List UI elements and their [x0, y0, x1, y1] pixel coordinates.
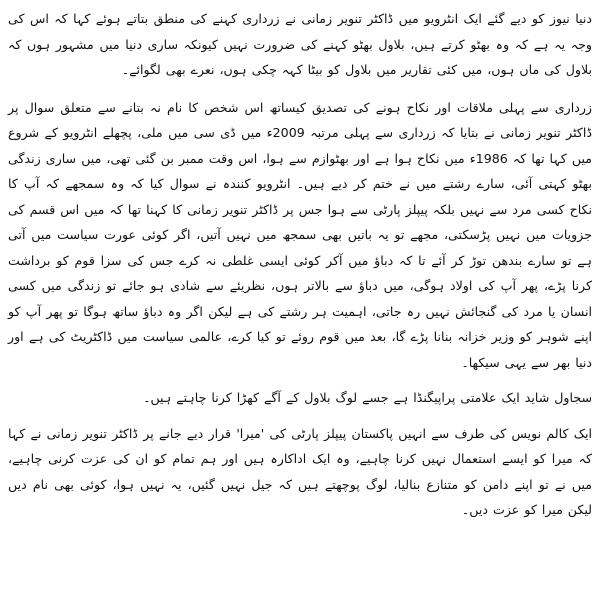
article-paragraph-3: سجاول شاید ایک علامتی پراپیگنڈا ہے جسے لوگ بلاول کے آگے کھڑا کرنا چاہتے ہیں۔ [143, 390, 592, 405]
article-paragraph-2: زرداری سے پہلی ملاقات اور نکاح ہونے کی تصدیق کیساتھ اس شخص کا نام نہ بتانے سے متعلق سوال پر ڈاکٹر تنویر زمانی نے بتایا کہ زرداری سے پہلی مرتبہ 2009ء میں ڈی سی میں ملی، پچھلے انٹرویو کے شروع میں کہا تھا کہ 1986ء میں نکاح ہوا ہے اور بھٹوازم سے ہوا، اس وقت ممبر بن گئی تھی، میں ساری زندگی بھٹو کہتی آئی، سارے رشتے میں نے ختم کر دیے ہیں۔ انٹرویو کنندہ نے سوال کیا کہ وہ سمجھے کہ آپ کا نکاح کسی مرد سے نہیں بلکہ پیپلز پارٹی سے ہوا جس پر ڈاکٹر تنویر زمانی کا کہنا تھا کہ میں اس قسم کی جزویات میں نہیں پڑسکتی، مجھے تو یہ باتیں بھی سمجھ میں نہیں آتیں، اگر کوئی عورت سیاست میں آتی ہے تو سارے بندھن توڑ کر آئے تا کہ دباؤ میں آکر کوئی ایسی غلطی نہ کرے جس کی سزا قوم کو برداشت کرنا پڑے، پھر آپ کی اولاد ہوگی، میں دباؤ سے بالاتر ہوں، نظریئے سے شادی ہو جائے تو زندگی میں کسی انسان یا مرد کی گنجائش نہیں رہ جاتی، اہمیت ہر رشتے کی ہے لیکن اگر وہ دباؤ ساتھ ہوگا تو پھر آپ کو اپنے شوہر کو وزیر خزانہ بنانا پڑے گا، بعد میں قوم روئے تو کیا کرے، عالمی سیاست میں ڈاکٹریٹ کی ہے اور دنیا بھر سے یہی سیکھا۔ [8, 99, 592, 370]
article-paragraph-4: ایک کالم نویس کی طرف سے انہیں پاکستان پیپلز پارٹی کی 'میرا' قرار دیے جانے پر ڈاکٹر تنویر زمانی نے کہا کہ میرا کو ایسے استعمال نہیں کرنا چاہیے، وہ ایک اداکارہ ہیں اور ہم تمام کو ان کی عزت کرنی چاہیے، میں نے تو اپنے دامن کو متنازع بنالیا، لوگ پوچھتے ہیں کہ جیل نہیں گئیں، یہ نہیں ہوا، کوئی بھی نام دیں لیکن میرا کو عزت دیں۔ [8, 425, 592, 517]
article-paragraph-1: دنیا نیوز کو دیے گئے ایک انٹرویو میں ڈاکٹر تنویر زمانی نے زرداری کہنے کی منطق بتاتے ہوئے کہا کہ اس کی وجہ یہ ہے کہ وہ بھٹو کرتے ہیں، بلاول بھٹو کہنے کی ضرورت نہیں کیونکہ ساری دنیا میں مشہور ہوں کہ بلاول کی ماں ہوں، میں کئی تقاریر میں بلاول کو بیٹا کہہ چکی ہوں، نعرے بھی لگوائے۔ [8, 11, 592, 77]
